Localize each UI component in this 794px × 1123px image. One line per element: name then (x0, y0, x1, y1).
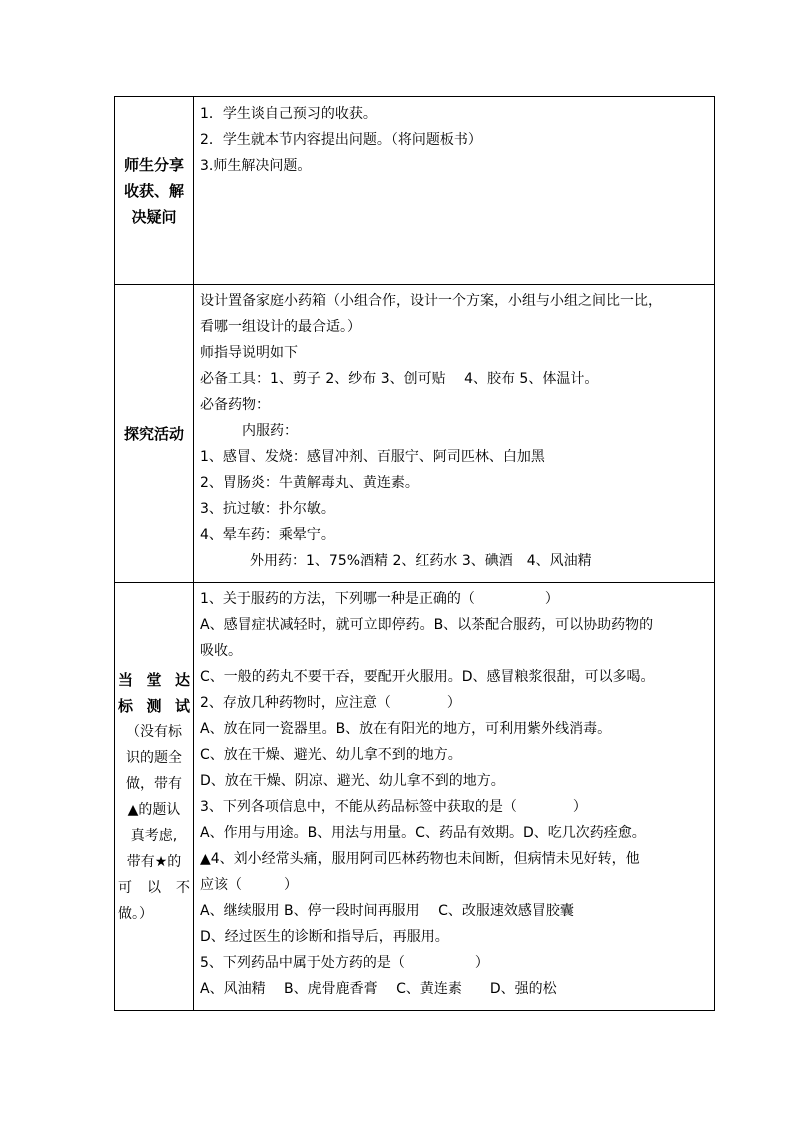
row-note-line: ▲的题认 (127, 801, 181, 818)
content-line: 设计置备家庭小药箱（小组合作，设计一个方案，小组与小组之间比一比， (200, 293, 662, 309)
question-line: D、经过医生的诊断和指导后，再服用。 (200, 929, 449, 945)
row-label-line: 当 堂 达 (118, 670, 190, 689)
content-line: 内服药： (242, 423, 298, 439)
content-line: 2、胃肠炎：牛黄解毒丸、黄连素。 (200, 475, 419, 491)
content-line: 师指导说明如下 (200, 345, 298, 361)
row-label-line: 收获、解 (123, 181, 184, 200)
question-line: A、感冒症状减轻时，就可立即停药。B、以茶配合服药，可以协助药物的 (200, 617, 654, 633)
row-label-line: 标 测 试 (118, 696, 190, 715)
question-line: A、风油精 B、虎骨鹿香膏 C、黄连素 D、强的松 (200, 981, 557, 997)
row-note-line: 识的题全 (126, 749, 182, 766)
question-line: 吸收。 (200, 643, 242, 659)
row-label-cell (115, 583, 194, 1011)
question-line: A、作用与用途。B、用法与用量。C、药品有效期。D、吃几次药痊愈。 (200, 825, 646, 841)
row-note-line: 真考虑, (130, 827, 178, 844)
content-line: 3、抗过敏：扑尔敏。 (200, 501, 335, 517)
question-line: 5、下列药品中属于处方药的是（ ） (200, 955, 489, 971)
row-content-cell (194, 583, 715, 1011)
table-row-test (115, 583, 715, 1011)
row-label-line: 探究活动 (123, 424, 184, 443)
question-line: 应该（ ） (200, 877, 298, 893)
row-note-line: 可 以 不 (118, 879, 190, 896)
row-label-line: 决疑问 (131, 207, 177, 226)
content-line: 必备药物： (200, 397, 270, 413)
table-row-explore (115, 285, 715, 583)
row-note-line: 做，带有 (126, 775, 182, 792)
question-line: 3、下列各项信息中，不能从药品标签中获取的是（ ） (200, 799, 587, 815)
content-line: 外用药：1、75%酒精 2、红药水 3、碘酒 4、风油精 (250, 553, 592, 569)
content-line: 2．学生就本节内容提出问题。（将问题板书） (200, 132, 482, 148)
row-note-line: 做。） (118, 905, 153, 922)
question-line: 2、存放几种药物时，应注意（ ） (200, 695, 461, 711)
row-note-line: 带有★的 (126, 853, 182, 870)
content-line: 1．学生谈自己预习的收获。 (200, 106, 377, 122)
question-line: 1、关于服药的方法，下列哪一种是正确的（ ） (200, 591, 559, 607)
row-content-cell (194, 285, 715, 583)
content-line: 必备工具：1、剪子 2、纱布 3、创可贴 4、胶布 5、体温计。 (200, 371, 599, 387)
question-line: C、放在干燥、避光、幼儿拿不到的地方。 (200, 747, 462, 763)
content-line: 3.师生解决问题。 (200, 158, 312, 174)
content-line: 1、感冒、发烧：感冒冲剂、百服宁、阿司匹林、白加黑 (200, 449, 545, 465)
table-row-share (115, 97, 715, 285)
row-label-cell (115, 285, 194, 583)
row-label-line: 师生分享 (123, 155, 184, 174)
question-line: A、继续服用 B、停一段时间再服用 C、改服速效感冒胶囊 (200, 903, 574, 919)
content-line: 看哪一组设计的最合适。） (200, 319, 361, 335)
question-line: A、放在同一瓷器里。B、放在有阳光的地方，可利用紫外线消毒。 (200, 721, 612, 737)
question-line: D、放在干燥、阴凉、避光、幼儿拿不到的地方。 (200, 773, 505, 789)
row-content-cell (194, 97, 715, 285)
question-line: C、一般的药丸不要干吞，要配开火服用。D、感冒粮浆很甜，可以多喝。 (200, 669, 655, 685)
row-note-line: （没有标 (126, 723, 182, 740)
content-line: 4、晕车药：乘晕宁。 (200, 527, 335, 543)
lesson-plan-table (114, 96, 715, 1011)
row-label-cell (115, 97, 194, 285)
question-line: ▲4、刘小经常头痛，服用阿司匹林药物也未间断，但病情未见好转，他 (200, 851, 640, 867)
